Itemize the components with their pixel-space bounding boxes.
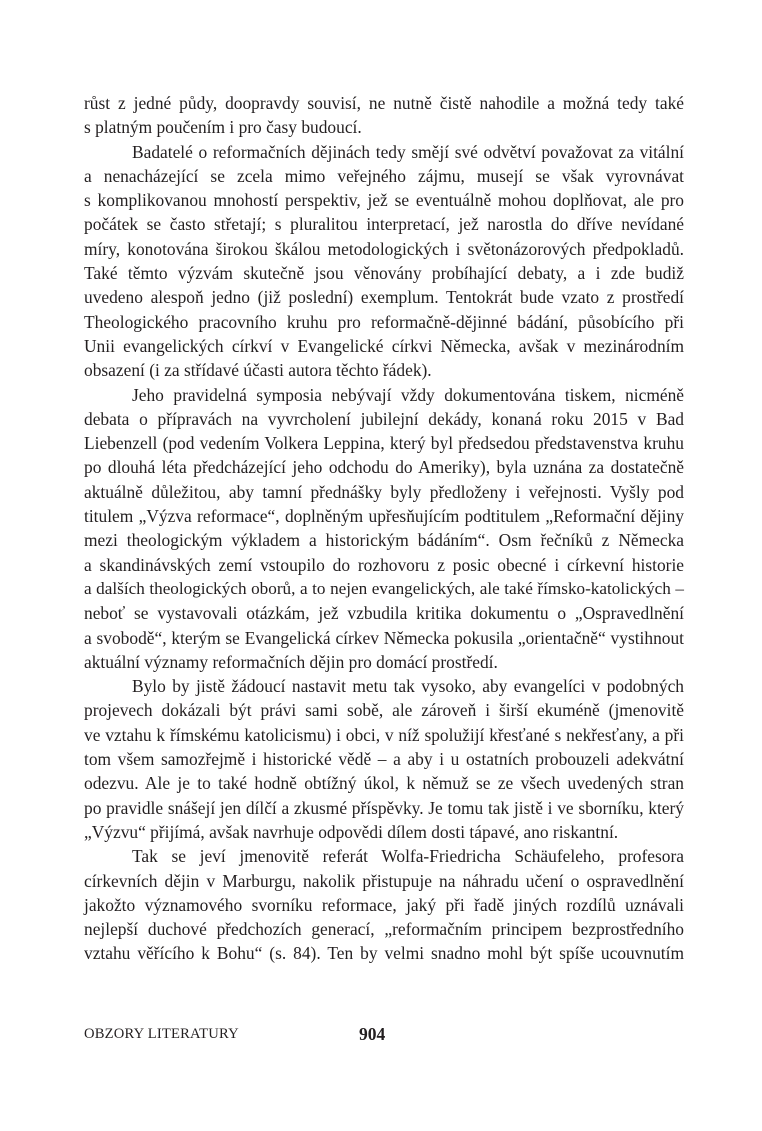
text-line: a skandinávských zemí vstoupilo do rozhovoru z posic obecné i církevní historie xyxy=(84,554,684,575)
text-line: po pravidle snášejí jen dílčí a zkusmé příspěvky. Je tomu tak jistě i ve sborníku, který xyxy=(84,797,684,818)
text-line: míry, konotována širokou škálou metodologických i světonázorových předpokladů. xyxy=(84,238,684,259)
text-line: titulem „Výzva reformace“, doplněným upřesňujícím podtitulem „Reformační dějiny xyxy=(84,506,684,527)
text-line: tom všem samozřejmě i historické vědě – a aby i u ostatních probouzeli adekvátní xyxy=(84,749,684,770)
page-number: 904 xyxy=(359,1024,386,1044)
text-line: počátek se často střetají; s pluralitou interpretací, jež narostla do dříve nevídané xyxy=(84,214,684,235)
text-line: „Výzvu“ přijímá, avšak navrhuje odpovědi dílem dosti tápavé, ano riskantní. xyxy=(84,821,619,842)
text-line: debata o přípravách na vyvrcholení jubilejní dekády, konaná roku 2015 v Bad xyxy=(84,408,684,429)
text-line: Jeho pravidelná symposia nebývají vždy dokumentována tiskem, nicméně xyxy=(132,384,684,405)
page-footer xyxy=(84,1026,684,1050)
paragraph xyxy=(84,91,684,140)
text-line: jakožto významového svorníku reformace, jaký při řadě jiných rozdílů uznávali xyxy=(84,894,684,915)
text-line: s komplikovanou mnohostí perspektiv, jež se eventuálně mohou doplňovat, ale pro xyxy=(84,190,684,211)
text-line: Tak se jeví jmenovitě referát Wolfa-Friedricha Schäufeleho, profesora xyxy=(132,846,684,867)
text-line: odezvu. Ale je to také hodně obtížný úkol, k němuž se ze všech uvedených stran xyxy=(84,773,684,794)
text-line: Také těmto výzvám skutečně jsou věnovány probíhající debaty, a i zde budiž xyxy=(84,263,684,284)
body-text xyxy=(84,91,684,966)
text-line: po dlouhá léta předcházející jeho odchodu do Ameriky), byla uznána za dostatečně xyxy=(84,457,684,478)
text-line: Unii evangelických církví v Evangelické církvi Německa, avšak v mezinárodním xyxy=(84,335,684,356)
text-line: Badatelé o reformačních dějinách tedy smějí své odvětví považovat za vitální xyxy=(132,141,684,162)
text-line: s platným poučením i pro časy budoucí. xyxy=(84,117,362,138)
text-line: uvedeno alespoň jedno (již poslední) exemplum. Tentokrát bude vzato z prostředí xyxy=(84,287,684,308)
paragraph xyxy=(84,844,684,965)
text-line: ve vztahu k římskému katolicismu) i obci, v níž spolužijí křesťané s nekřesťany, a při xyxy=(84,724,684,745)
text-line: Bylo by jistě žádoucí nastavit metu tak vysoko, aby evangelíci v podobných xyxy=(132,676,684,697)
text-line: vztahu věřícího k Bohu“ (s. 84). Ten by velmi snadno mohl být spíše ucouvnutím xyxy=(84,943,684,964)
text-line: Theologického pracovního kruhu pro reformačně-dějinné bádání, působícího při xyxy=(84,311,684,332)
text-line: projevech dokázali být právi sami sobě, ale zároveň i širší ekuméně (jmenovitě xyxy=(84,700,684,721)
text-line: Liebenzell (pod vedením Volkera Leppina, který byl předsedou představenstva kruhu xyxy=(84,433,684,454)
text-line: růst z jedné půdy, doopravdy souvisí, ne nutně čistě nahodile a možná tedy také xyxy=(84,93,684,113)
text-line: aktuálně důležitou, aby tamní přednášky byly předloženy i veřejnosti. Vyšly pod xyxy=(84,481,684,502)
text-line: a svobodě“, kterým se Evangelická církev Německa pokusila „orientačně“ vystihnout xyxy=(84,627,684,648)
paragraph xyxy=(84,140,684,383)
text-line: nejlepší duchové předchozích generací, „reformačním principem bezprostředního xyxy=(84,919,684,940)
text-line: aktuální významy reformačních dějin pro domácí prostředí. xyxy=(84,651,498,672)
paragraph xyxy=(84,674,684,844)
text-line: církevních dějin v Marburgu, nakolik přistupuje na náhradu učení o ospravedlnění xyxy=(84,870,684,891)
text-line: obsazení (i za střídavé účasti autora těchto řádek). xyxy=(84,360,432,381)
journal-title: OBZORY LITERATURY xyxy=(84,1026,239,1042)
paragraph xyxy=(84,383,684,675)
text-line: neboť se vystavovali otázkám, jež vzbudila kritika dokumentu o „Ospravedlnění xyxy=(84,603,684,624)
text-line: a nenacházející se zcela mimo veřejného zájmu, musejí se však vyrovnávat xyxy=(84,165,684,186)
text-line: a dalších theologických oborů, a to nejen evangelických, ale také římsko-katolických – xyxy=(84,578,684,598)
text-line: mezi theologickým výkladem a historickým bádáním“. Osm řečníků z Německa xyxy=(84,530,684,551)
